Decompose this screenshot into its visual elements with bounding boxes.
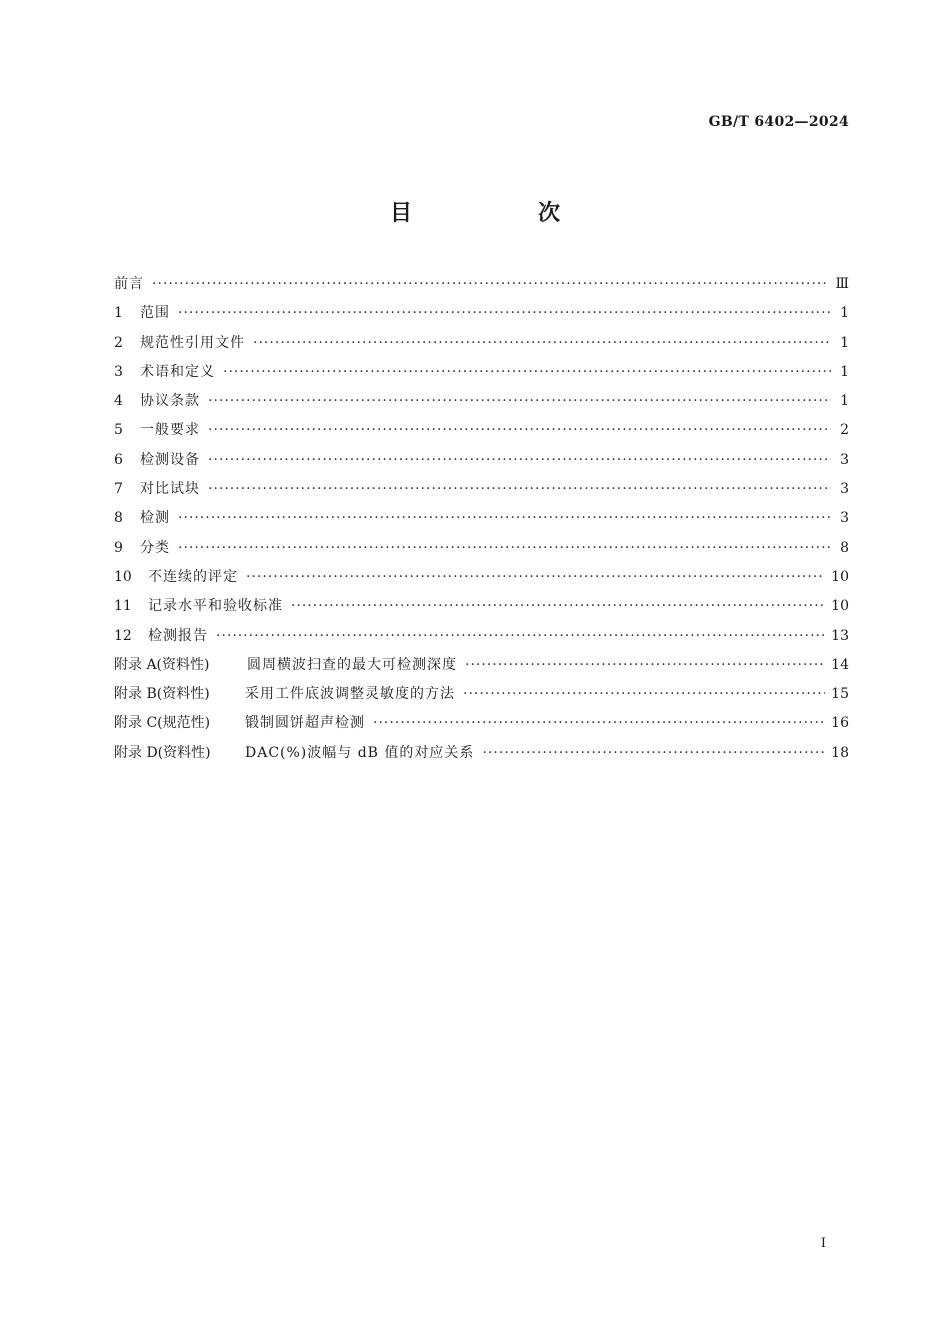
toc-entry-page: 10: [831, 598, 849, 615]
toc-entry-number: 附录 B(资料性): [114, 686, 210, 703]
toc-leader-dots: [465, 653, 825, 677]
toc-leader-dots: [178, 506, 831, 530]
toc-leader-dots: [178, 536, 831, 560]
toc-entry-2[interactable]: [114, 331, 849, 360]
toc-entry-8[interactable]: [114, 506, 849, 535]
toc-entry-label: 检测设备: [140, 451, 200, 468]
toc-entry-page: 3: [840, 510, 849, 527]
page-number: Ⅰ: [820, 1236, 826, 1251]
toc-entry-label: 协议条款: [140, 393, 200, 410]
toc-entry-12[interactable]: [114, 624, 849, 653]
toc-entry-number: 5: [114, 422, 123, 439]
toc-leader-dots: [152, 272, 829, 296]
toc-entry-number: 4: [114, 393, 123, 410]
toc-leader-dots: [463, 682, 825, 706]
toc-leader-dots: [373, 711, 825, 735]
toc-entry-appendix-c[interactable]: [114, 711, 849, 740]
toc-entry-label: 分类: [140, 539, 170, 556]
toc-entry-page: 3: [840, 451, 849, 468]
toc-entry-page: 13: [831, 627, 849, 644]
toc-entry-page: 14: [831, 656, 849, 673]
toc-leader-dots: [246, 565, 825, 589]
toc-leader-dots: [208, 389, 831, 413]
toc-entry-4[interactable]: [114, 389, 849, 418]
toc-entry-number: 附录 C(规范性): [114, 715, 211, 732]
toc-entry-label: 采用工件底波调整灵敏度的方法: [245, 686, 455, 703]
toc-entry-label: 范围: [140, 305, 170, 322]
toc-entry-7[interactable]: [114, 477, 849, 506]
toc-entry-9[interactable]: [114, 536, 849, 565]
toc-entry-label: 不连续的评定: [148, 568, 238, 585]
standard-code: GB/T 6402—2024: [708, 114, 849, 130]
toc-entry-label: 检测: [140, 510, 170, 527]
toc-entry-page: 8: [840, 539, 849, 556]
page-title: 目 次: [389, 201, 612, 226]
toc-entry-10[interactable]: [114, 565, 849, 594]
toc-entry-label: 圆周横波扫查的最大可检测深度: [247, 656, 457, 673]
toc-entry-page: Ⅲ: [835, 276, 849, 292]
toc-entry-label: 检测报告: [148, 627, 208, 644]
toc-entry-1[interactable]: [114, 301, 849, 330]
toc-entry-appendix-a[interactable]: [114, 653, 849, 682]
toc-entry-label: 对比试块: [140, 481, 200, 498]
toc-entry-5[interactable]: [114, 418, 849, 447]
toc-leader-dots: [223, 360, 831, 384]
toc-leader-dots: [216, 624, 825, 648]
toc-leader-dots: [482, 741, 825, 765]
toc-leader-dots: [253, 331, 831, 355]
toc-entry-label: 锻制圆饼超声检测: [245, 715, 365, 732]
toc-entry-page: 16: [831, 715, 849, 732]
toc-entry-number: 12: [114, 627, 132, 644]
toc-entry-number: 8: [114, 510, 123, 527]
toc-entry-page: 2: [840, 422, 849, 439]
toc-entry-page: 1: [840, 363, 849, 380]
toc-leader-dots: [291, 594, 825, 618]
toc-entry-number: 9: [114, 539, 123, 556]
toc-leader-dots: [208, 477, 831, 501]
toc-entry-number: 6: [114, 451, 123, 468]
toc-entry-label: 一般要求: [140, 422, 200, 439]
toc-entry-page: 1: [840, 305, 849, 322]
toc-entry-page: 18: [831, 744, 849, 761]
toc-entry-label: DAC(%)波幅与 dB 值的对应关系: [245, 744, 475, 761]
toc-entry-6[interactable]: [114, 448, 849, 477]
toc-entry-page: 10: [831, 568, 849, 585]
toc-entry-foreword[interactable]: [114, 272, 849, 301]
toc-entry-number: 7: [114, 481, 123, 498]
toc-entry-number: 3: [114, 363, 123, 380]
toc-entry-page: 3: [840, 481, 849, 498]
toc-entry-appendix-d[interactable]: [114, 741, 849, 770]
toc-entry-label: 前言: [114, 276, 144, 292]
toc-entry-3[interactable]: [114, 360, 849, 389]
toc-entry-number: 10: [114, 568, 132, 585]
toc-entry-number: 2: [114, 334, 123, 351]
toc-entry-appendix-b[interactable]: [114, 682, 849, 711]
toc-entry-page: 1: [840, 393, 849, 410]
toc-entry-label: 术语和定义: [140, 363, 215, 380]
toc-leader-dots: [178, 301, 831, 325]
toc-entry-label: 记录水平和验收标准: [148, 598, 283, 615]
toc-leader-dots: [208, 418, 831, 442]
toc-entry-number: 附录 D(资料性): [114, 744, 211, 761]
toc-leader-dots: [208, 448, 831, 472]
toc-entry-11[interactable]: [114, 594, 849, 623]
table-of-contents: [114, 272, 849, 770]
toc-entry-number: 附录 A(资料性): [114, 656, 210, 673]
toc-entry-page: 15: [831, 686, 849, 703]
toc-entry-number: 1: [114, 305, 123, 322]
toc-entry-page: 1: [840, 334, 849, 351]
toc-entry-label: 规范性引用文件: [140, 334, 245, 351]
toc-entry-number: 11: [114, 598, 132, 615]
